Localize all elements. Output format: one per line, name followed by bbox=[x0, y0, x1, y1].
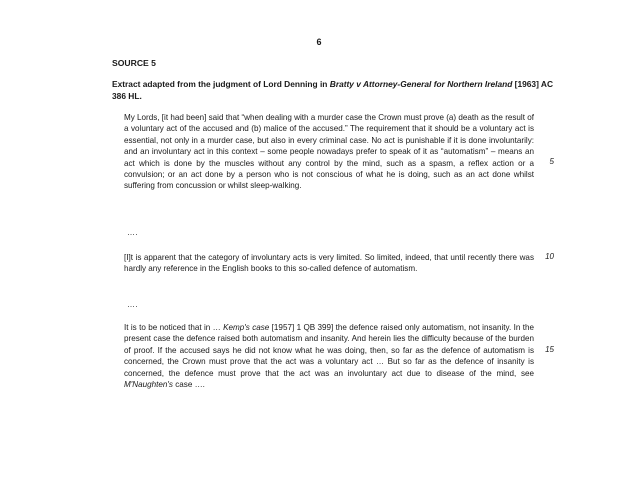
ellipsis-1: …. bbox=[127, 228, 139, 237]
p3-text-c: case …. bbox=[172, 380, 205, 390]
line-number-5: 5 bbox=[549, 157, 554, 166]
ellipsis-2: …. bbox=[127, 300, 139, 309]
line-number-10: 10 bbox=[545, 252, 554, 261]
intro-case-name: Bratty v Attorney-General for Northern Ireland bbox=[329, 79, 513, 89]
p3-text-b: [1957] 1 QB 399] the defence raised only automatism, not insanity. In the present case the defence raised both automatism and insanity. And herein lies the difficulty because of the burden of proof. If the accused says he did not know what he was doing, then, so far as the defence of automatism is concerned, the Crown must prove that the act was a voluntary act … But so far as the defence of insanity is concerned, the defence must prove that the act was an involuntary act due to disease of the mind, see bbox=[124, 323, 535, 378]
intro-prefix: Extract adapted from the judgment of Lord Denning in bbox=[112, 79, 330, 89]
paragraph-3 bbox=[124, 322, 534, 390]
p3-case-kemp: Kemp's case bbox=[223, 323, 270, 332]
p3-text-a: It is to be noticed that in … bbox=[124, 323, 224, 332]
source-heading: SOURCE 5 bbox=[112, 58, 156, 68]
page-number: 6 bbox=[316, 37, 322, 47]
source-intro bbox=[112, 79, 564, 102]
paragraph-2: [I]t is apparent that the category of involuntary acts is very limited. So limited, indeed, that until recently there was hardly any reference in the English books to this so-called defence of automatism. bbox=[124, 253, 534, 274]
intro-suffix: [1963] AC 386 HL. bbox=[112, 79, 553, 101]
paragraph-1: My Lords, [it had been] said that “when dealing with a murder case the Crown must prove (a) death as the result of a voluntary act of the accused and (b) malice of the accused.” The requirement that it should be a voluntary act is essential, not only in a murder case, but also in every criminal case. No act is punishable if it is done involuntarily: and an involuntary act in this context – some people nowadays prefer to speak of it as “automatism” – means an act which is done by the muscles without any control by the mind, such as a spasm, a reflex action or a convulsion; or an act done by a person who is not conscious of what he is doing, such as an act done whilst suffering from concussion or whilst sleep-walking. bbox=[124, 113, 534, 191]
p3-case-mnaughten: M'Naughten's bbox=[124, 380, 173, 390]
line-number-15: 15 bbox=[545, 345, 554, 354]
